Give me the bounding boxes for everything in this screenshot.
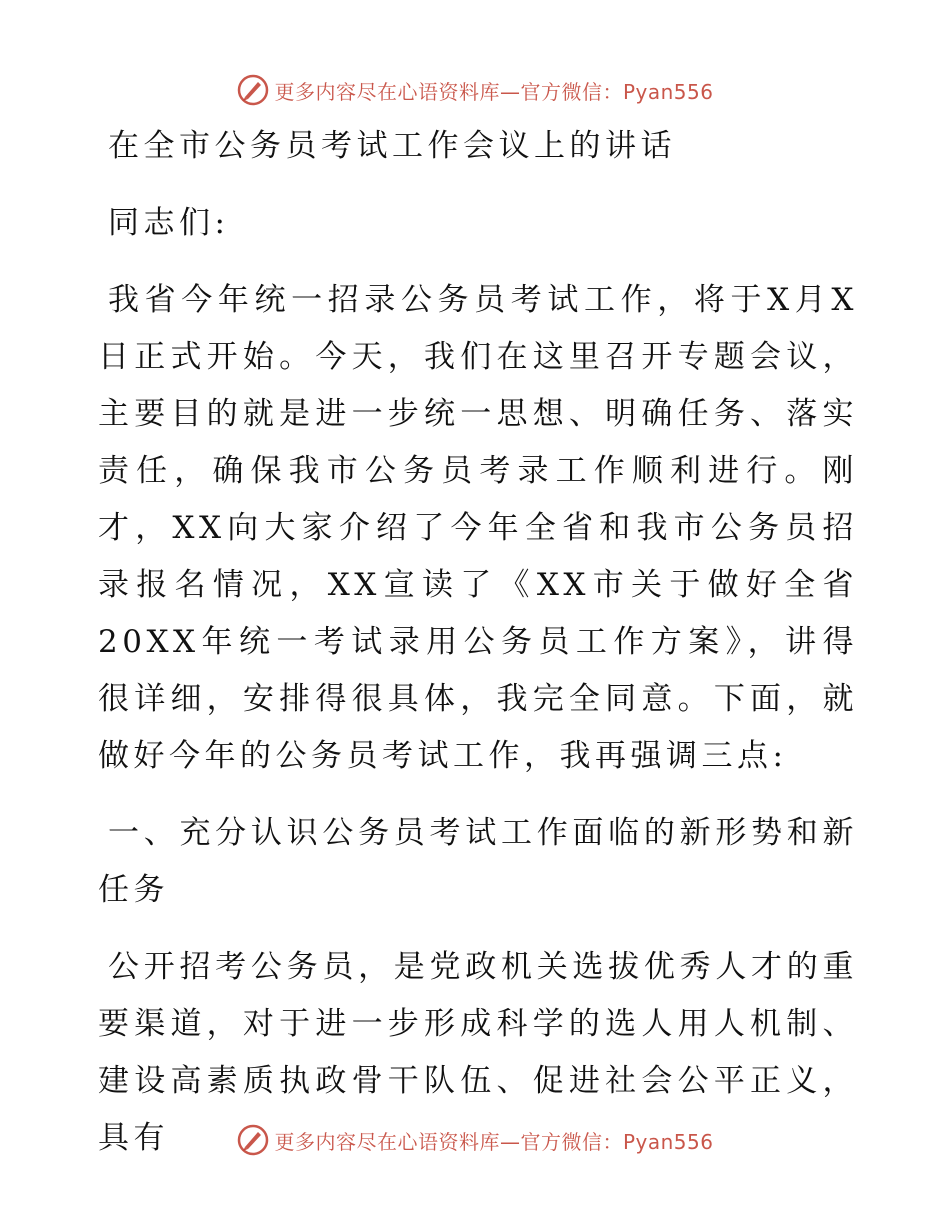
watermark-text: 更多内容尽在心语资料库—官方微信：Pyan556 (274, 79, 714, 104)
paragraph: 我省今年统一招录公务员考试工作，将于X月X日正式开始。今天，我们在这里召开专题会议，主要目的就是进一步统一思想、明确任务、落实责任，确保我市公务员考录工作顺利进行。刚才，XX向大家介绍了今年全省和我市公务员招录报名情况，XX宣读了《XX市关于做好全省20XX年统一考试录用公务员工作方案》，讲得很详细，安排得很具体，我完全同意。下面，就做好今年的公务员考试工作，我再强调三点: (98, 282, 858, 774)
salutation: 同志们: (108, 205, 230, 241)
document-body (98, 118, 858, 1167)
header-watermark (0, 68, 950, 112)
footer-watermark (0, 1118, 950, 1162)
section-paragraph: 公开招考公务员，是党政机关选拔优秀人才的重要渠道，对于进一步形成科学的选人用人机制、建设高素质执政骨干队伍、促进社会公平正义，具有 (98, 949, 858, 1156)
section-heading: 一、充分认识公务员考试工作面临的新形势和新任务 (98, 815, 858, 908)
document-title: 在全市公务员考试工作会议上的讲话 (108, 128, 676, 164)
pen-in-circle-logo-icon (236, 73, 270, 107)
pen-in-circle-logo-icon (236, 1123, 270, 1157)
watermark-text: 更多内容尽在心语资料库—官方微信：Pyan556 (274, 1129, 714, 1154)
